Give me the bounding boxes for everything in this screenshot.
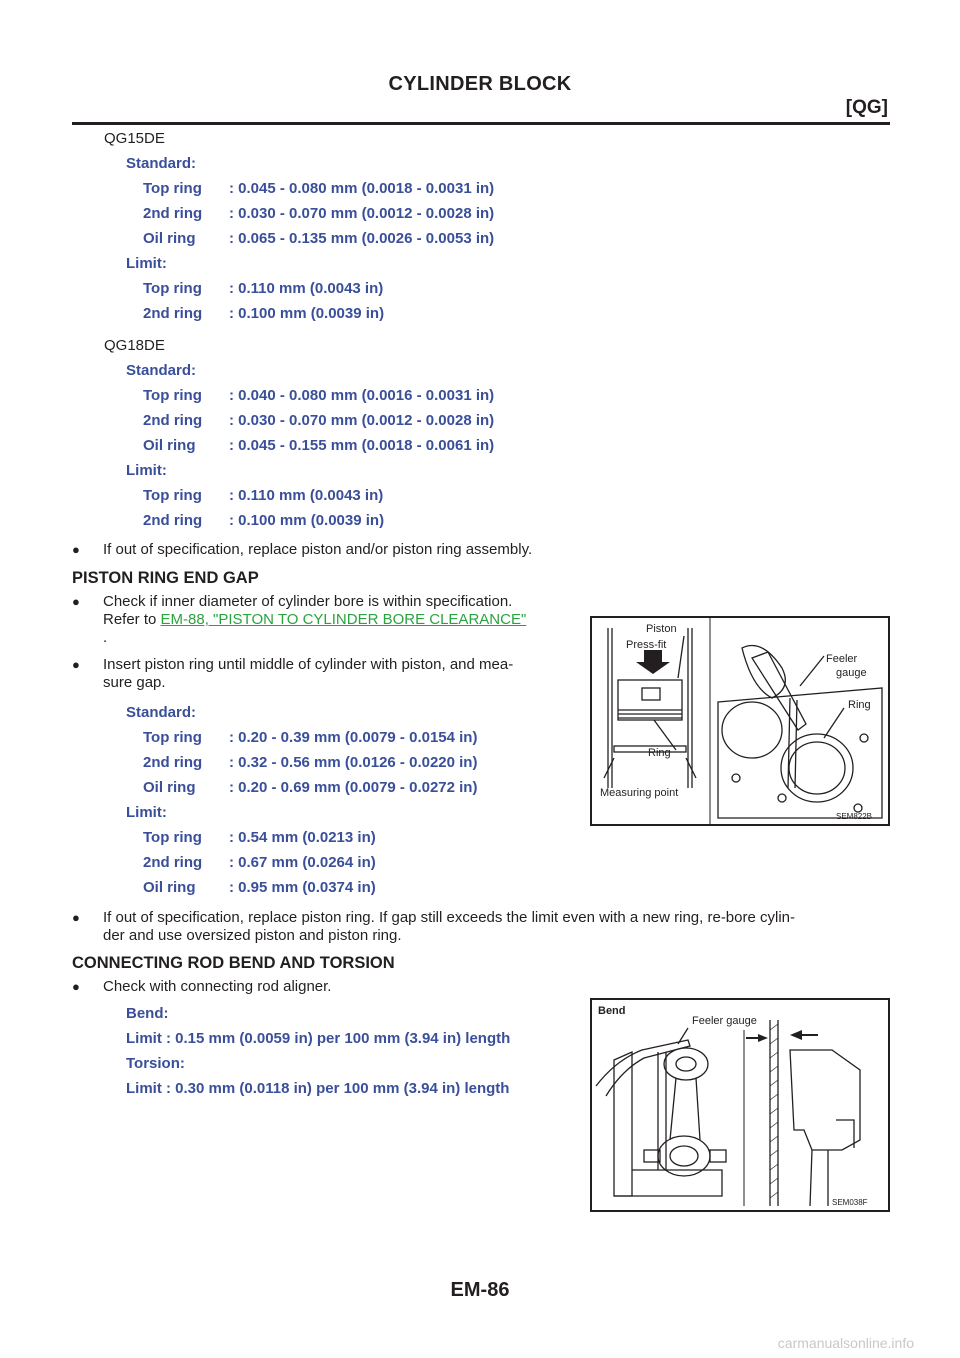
spec-value: : 0.32 - 0.56 mm (0.0126 - 0.0220 in) (229, 754, 478, 771)
bullet-replace-assembly: ● If out of specification, replace piston and/or piston ring assembly. (72, 541, 533, 558)
fig-code-sem822b: SEM822B (836, 812, 873, 821)
spec-value: : 0.20 - 0.69 mm (0.0079 - 0.0272 in) (229, 779, 478, 796)
fig-label-gauge: gauge (836, 667, 867, 679)
rod-torsion-label: Torsion: (126, 1055, 185, 1072)
qg18-lim-top-ring (143, 487, 383, 505)
gap-lim-oil-ring (143, 879, 376, 897)
bullet-dot-icon: ● (72, 594, 80, 609)
qg15-std-2nd-ring (143, 205, 494, 223)
fig-label-piston: Piston (646, 623, 677, 635)
qg18-standard-label: Standard: (126, 362, 197, 379)
spec-name: Oil ring (143, 879, 196, 896)
bullet-dot-icon: ● (72, 979, 80, 994)
fig-label-feeler-gauge: Feeler gauge (692, 1015, 757, 1027)
spec-name: 2nd ring (143, 205, 203, 222)
spec-value: : 0.100 mm (0.0039 in) (229, 305, 385, 322)
bullet-check-bore: ● Check if inner diameter of cylinder bore is within specification. Refer to EM-88, "PISTON TO CYLINDER BORE CLEARANCE" . (72, 593, 527, 646)
rod-bend-label: Bend: (126, 1005, 169, 1022)
spec-name: 2nd ring (143, 305, 203, 322)
section-heading-rod-bend: CONNECTING ROD BEND AND TORSION (72, 954, 395, 972)
fig-label-feeler: Feeler (826, 653, 858, 665)
spec-value: : 0.040 - 0.080 mm (0.0016 - 0.0031 in) (229, 387, 495, 404)
qg18-lim-2nd-ring (143, 512, 384, 530)
fig-label-ring-right: Ring (848, 699, 871, 711)
fig-code-sem038f: SEM038F (832, 1198, 868, 1207)
spec-value: : 0.030 - 0.070 mm (0.0012 - 0.0028 in) (229, 205, 495, 222)
qg15-lim-top-ring (143, 280, 383, 298)
bullet-dot-icon: ● (72, 910, 80, 925)
spec-name: 2nd ring (143, 412, 203, 429)
spec-name: Top ring (143, 729, 202, 746)
qg15-standard-label: Standard: (126, 155, 197, 172)
spec-value: : 0.67 mm (0.0264 in) (229, 854, 376, 871)
spec-name: Oil ring (143, 230, 196, 247)
bullet-dot-icon: ● (72, 657, 80, 672)
spec-name: 2nd ring (143, 512, 203, 529)
qg15-label: QG15DE (104, 130, 165, 147)
page-title: CYLINDER BLOCK (388, 73, 572, 95)
ring-gap-illustration (592, 618, 888, 824)
spec-name: Top ring (143, 280, 202, 297)
fig-label-press-fit: Press-fit (626, 639, 667, 651)
engine-tag: [QG] (845, 97, 888, 118)
figure-rod-bend (590, 998, 890, 1212)
spec-value: : 0.045 - 0.155 mm (0.0018 - 0.0061 in) (229, 437, 495, 454)
bullet-dot-icon: ● (72, 542, 80, 557)
qg15-lim-2nd-ring (143, 305, 384, 323)
arrow-left-icon (790, 1030, 802, 1040)
rod-bend-limit: Limit : 0.15 mm (0.0059 in) per 100 mm (3.94 in) length (126, 1030, 511, 1047)
spec-name: Oil ring (143, 779, 196, 796)
qg18-std-top-ring (143, 387, 494, 405)
spec-value: : 0.95 mm (0.0374 in) (229, 879, 376, 896)
spec-name: Top ring (143, 387, 202, 404)
spec-value: : 0.110 mm (0.0043 in) (229, 280, 384, 297)
page-number: EM-86 (450, 1279, 510, 1301)
gap-lim-2nd-ring (143, 854, 376, 872)
bullet-rod-aligner: ● Check with connecting rod aligner. (72, 978, 332, 995)
spec-value: : 0.030 - 0.070 mm (0.0012 - 0.0028 in) (229, 412, 495, 429)
spec-name: 2nd ring (143, 854, 203, 871)
gap-std-oil-ring (143, 779, 477, 797)
spec-name: Top ring (143, 829, 202, 846)
gap-limit-label: Limit: (126, 804, 167, 821)
link-bore-clearance[interactable]: EM-88, "PISTON TO CYLINDER BORE CLEARANCE" (160, 611, 527, 628)
spec-name: Oil ring (143, 437, 196, 454)
spec-name: Top ring (143, 180, 202, 197)
qg18-label: QG18DE (104, 337, 165, 354)
qg18-std-oil-ring (143, 437, 494, 455)
fig-label-bend: Bend (598, 1005, 626, 1017)
watermark: carmanualsonline.info (777, 1335, 914, 1351)
qg18-std-2nd-ring (143, 412, 494, 430)
fig-label-measuring-point: Measuring point (600, 787, 679, 799)
gap-standard-label: Standard: (126, 704, 197, 721)
qg18-limit-label: Limit: (126, 462, 167, 479)
spec-name: 2nd ring (143, 754, 203, 771)
fig-label-ring-left: Ring (648, 747, 671, 759)
spec-value: : 0.20 - 0.39 mm (0.0079 - 0.0154 in) (229, 729, 478, 746)
qg15-std-oil-ring (143, 230, 494, 248)
bullet-insert-ring: ● Insert piston ring until middle of cylinder with piston, and mea- sure gap. (72, 656, 514, 691)
gap-std-top-ring (143, 729, 477, 747)
rod-bend-illustration (592, 1000, 888, 1210)
gap-std-2nd-ring (143, 754, 477, 772)
header-rule (72, 122, 890, 125)
spec-value: : 0.100 mm (0.0039 in) (229, 512, 385, 529)
spec-value: : 0.065 - 0.135 mm (0.0026 - 0.0053 in) (229, 230, 495, 247)
rod-torsion-limit: Limit : 0.30 mm (0.0118 in) per 100 mm (3.94 in) length (126, 1080, 510, 1097)
gap-lim-top-ring (143, 829, 376, 847)
qg15-std-top-ring (143, 180, 494, 198)
arrow-right-icon (758, 1034, 768, 1042)
qg15-limit-label: Limit: (126, 255, 167, 272)
spec-value: : 0.110 mm (0.0043 in) (229, 487, 384, 504)
bullet-rebore: ● If out of specification, replace piston ring. If gap still exceeds the limit even with a new ring, re-bore cylin- der and use oversized piston and piston ring. (72, 909, 795, 944)
figure-ring-end-gap (590, 616, 890, 826)
spec-value: : 0.54 mm (0.0213 in) (229, 829, 376, 846)
spec-name: Top ring (143, 487, 202, 504)
spec-value: : 0.045 - 0.080 mm (0.0018 - 0.0031 in) (229, 180, 495, 197)
section-heading-ring-gap: PISTON RING END GAP (72, 569, 259, 587)
